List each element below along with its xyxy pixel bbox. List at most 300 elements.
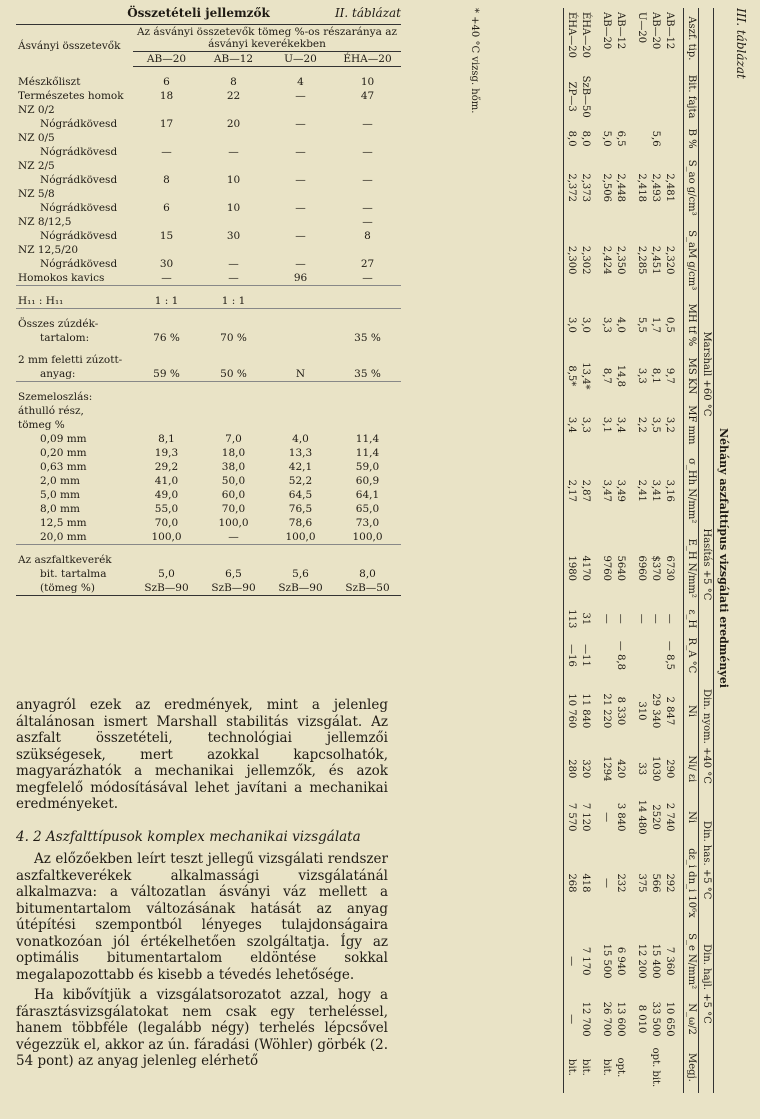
section-heading: 4. 2 Aszfalttípusok komplex mechanikai vizsgálata: [16, 828, 361, 845]
cell-value: 10: [226, 202, 241, 214]
cell-value: 6 940: [615, 946, 626, 976]
row-label: 0,09 mm: [40, 433, 87, 445]
row-label: (tömeg %): [16, 581, 133, 596]
cell-value: 7,0: [225, 433, 242, 445]
col-header: ε_H: [684, 605, 699, 632]
cell-value: ZP—3: [564, 69, 579, 125]
cell-value: 2,373: [580, 173, 591, 203]
col-header: S_aM g/cm³: [684, 223, 699, 298]
col-header: B %: [684, 125, 699, 153]
cell-value: 3 840: [615, 802, 626, 832]
cell-value: 3,41: [650, 479, 661, 502]
table-row: [16, 294, 401, 309]
table-row: [16, 418, 401, 432]
cell-value: [662, 1042, 684, 1093]
cell-value: [133, 103, 200, 117]
cell-value: 310: [636, 701, 647, 721]
cell-value: [634, 69, 648, 125]
cell-value: 29,2: [154, 461, 179, 473]
col-header: Bit. fajta: [684, 69, 699, 125]
cell-value: 6,5: [615, 130, 626, 147]
cell-empty: [200, 353, 267, 367]
cell-value: [334, 131, 401, 145]
cell-value: 38,0: [221, 461, 246, 473]
group-header: Din. nyom. +40 °C: [699, 679, 714, 795]
cell-value: 10 760: [564, 679, 579, 744]
cell-value: [267, 294, 334, 309]
cell-value: 0,5: [664, 316, 675, 333]
cell-value: 73,0: [355, 517, 380, 529]
cell-value: AB—20: [650, 12, 661, 50]
cell-value: SzB—90: [200, 581, 267, 596]
col-header: N_ω/2: [684, 996, 699, 1042]
cell-value: 5,5: [636, 316, 647, 333]
cell-value: 10 650: [664, 1001, 675, 1037]
cell-value: 4,0: [292, 433, 309, 445]
cell-empty: [200, 418, 267, 432]
table-2: [16, 24, 401, 596]
cell-value: 9,7: [664, 367, 675, 384]
table-row: [16, 215, 401, 229]
cell-value: opt.: [615, 1057, 626, 1078]
cell-value: U—20: [636, 12, 647, 44]
row-label: 2 mm feletti zúzott-: [18, 354, 123, 366]
cell-value: $370: [650, 555, 661, 581]
cell-empty: [267, 317, 334, 331]
cell-value: 8,1: [158, 433, 175, 445]
cell-value: [200, 187, 267, 201]
cell-value: —: [564, 926, 579, 996]
table-row: [634, 8, 648, 1093]
cell-value: [200, 131, 267, 145]
cell-empty: [133, 390, 200, 404]
cell-value: 18,0: [221, 447, 246, 459]
table-row: [16, 117, 401, 131]
cell-value: [133, 243, 200, 257]
table-row: [16, 103, 401, 117]
cell-value: 49,0: [154, 489, 179, 501]
table-row: [16, 187, 401, 201]
table-row: [16, 446, 401, 460]
cell-value: [334, 159, 401, 173]
cell-value: 3,4: [615, 416, 626, 433]
cell-value: SzB—50: [580, 75, 591, 118]
cell-value: 2,448: [615, 173, 626, 203]
cell-value: 8,7: [601, 367, 612, 384]
cell-empty: [133, 418, 200, 432]
row-label: 2,0 mm: [40, 475, 80, 487]
cell-value: —: [295, 174, 306, 186]
cell-value: 2,17: [564, 450, 579, 531]
cell-value: 8: [364, 230, 371, 242]
col-header: MH tf %: [684, 298, 699, 352]
cell-value: 35 %: [334, 367, 401, 382]
cell-value: [200, 243, 267, 257]
cell-value: 418: [580, 873, 591, 893]
cell-value: 3,3: [601, 316, 612, 333]
cell-value: 320: [580, 759, 591, 779]
cell-value: 13,3: [288, 447, 313, 459]
row-label: Nógrádkövesd: [40, 202, 118, 214]
cell-value: —16: [564, 632, 579, 678]
cell-value: 3,47: [601, 479, 612, 502]
cell-value: 1,7: [650, 316, 661, 333]
cell-value: 3,0: [580, 316, 591, 333]
group-header: Din. hajl. +5 °C: [699, 926, 714, 1042]
cell-value: bit.: [564, 1042, 579, 1093]
cell-value: 96: [267, 271, 334, 286]
cell-value: 6: [163, 202, 170, 214]
table-row: [16, 488, 401, 502]
cell-value: [267, 103, 334, 117]
cell-value: —: [362, 146, 373, 158]
cell-value: 65,0: [355, 503, 380, 515]
cell-empty: [334, 404, 401, 418]
cell-value: —: [636, 613, 647, 624]
cell-value: 100,0: [218, 517, 249, 529]
cell-value: 5,0: [158, 568, 175, 580]
cell-value: —: [650, 613, 661, 624]
cell-value: —: [295, 258, 306, 270]
row-label: NZ 5/8: [18, 188, 55, 200]
row-label: NZ 0/5: [18, 132, 55, 144]
cell-value: SzB—50: [334, 581, 401, 596]
cell-value: 50 %: [200, 367, 267, 382]
cell-value: 78,6: [288, 517, 313, 529]
cell-value: —: [133, 271, 200, 286]
cell-value: 14 480: [636, 799, 647, 835]
cell-value: 17: [159, 118, 174, 130]
cell-value: 1 : 1: [133, 294, 200, 309]
cell-value: 8 010: [636, 1004, 647, 1034]
cell-value: SzB—90: [267, 581, 334, 596]
cell-value: SzB—90: [133, 581, 200, 596]
table-row: [662, 8, 684, 1093]
table-row: [16, 432, 401, 446]
table-row: [16, 502, 401, 516]
cell-value: [334, 243, 401, 257]
cell-value: 8,1: [650, 367, 661, 384]
cell-value: 4: [297, 76, 304, 88]
table-row: [16, 173, 401, 187]
row-label: Nógrádkövesd: [40, 118, 118, 130]
cell-value: 2,285: [636, 245, 647, 275]
cell-value: —: [564, 996, 579, 1042]
cell-value: — 8,8: [615, 640, 626, 671]
cell-value: 2,350: [615, 245, 626, 275]
table-2-number: II. táblázat: [334, 6, 401, 20]
paragraph: Az előzőekben leírt teszt jellegű vizsgálati rendszer aszfaltkeverékek alkalmassági vizsgálatánál alkalmazva: a változatlan ásványi váz mellett a bitumentartalom változásának hatását az anyag útépítési szempontból lényeges tulajdonságaira vonatkozóan jól értékelhetően szolgáltatja. Így az optimális bitumentartalom eldöntése sokkal megalapozottabb és kisebb a tévedés lehetősége.: [16, 851, 388, 983]
cell-empty: [334, 390, 401, 404]
col-header: S_e N/mm²: [684, 926, 699, 996]
cell-value: bit.: [580, 1059, 591, 1076]
col-header: AB—12: [200, 52, 267, 67]
cell-empty: [200, 317, 267, 331]
row-label: anyag:: [16, 367, 133, 382]
table-row: [16, 353, 401, 367]
cell-value: 70 %: [220, 332, 247, 344]
cell-value: bit.: [601, 1059, 612, 1076]
cell-empty: [267, 353, 334, 367]
cell-value: 8,0: [580, 130, 591, 147]
group-header: Din. has. +5 °C: [699, 794, 714, 926]
table-row: [16, 131, 401, 145]
cell-value: [133, 215, 200, 229]
cell-value: —: [295, 90, 306, 102]
cell-value: 15 500: [601, 943, 612, 979]
cell-value: [634, 1042, 648, 1093]
cell-value: 64,1: [355, 489, 380, 501]
col-header: E_H N/mm²: [684, 531, 699, 605]
group-header: Hasítás +5 °C: [699, 450, 714, 678]
col-header: Ni: [684, 679, 699, 744]
table-row: [16, 271, 401, 286]
table-row: [16, 201, 401, 215]
table-row: [16, 159, 401, 173]
cell-value: 3,49: [615, 479, 626, 502]
cell-value: ÉHA—20: [564, 8, 579, 69]
cell-value: 13,4*: [580, 362, 591, 390]
table-row: [16, 404, 401, 418]
cell-value: —: [362, 118, 373, 130]
cell-value: 268: [564, 840, 579, 926]
table-row: [16, 474, 401, 488]
cell-value: 8: [230, 76, 237, 88]
cell-value: —: [362, 202, 373, 214]
body-text: [16, 697, 388, 1070]
cell-value: —: [161, 146, 172, 158]
row-label: 20,0 mm: [16, 530, 133, 545]
cell-value: 2,451: [650, 245, 661, 275]
col-header: dε_i dn_i 10⁶x: [684, 840, 699, 926]
table-row: [16, 229, 401, 243]
row-label: tömeg %: [18, 419, 65, 431]
cell-value: 2,506: [601, 173, 612, 203]
cell-value: [334, 294, 401, 309]
cell-value: 6730: [664, 555, 675, 581]
table-row: [564, 8, 579, 1093]
table-row: [16, 553, 401, 567]
cell-value: —: [228, 146, 239, 158]
cell-value: 59,0: [355, 461, 380, 473]
table-row: [16, 367, 401, 382]
cell-value: 1980: [564, 531, 579, 605]
col-header: σ_Hh N/mm²: [684, 450, 699, 531]
cell-empty: [200, 404, 267, 418]
cell-value: [648, 69, 662, 125]
table-2-head-group: Az ásványi összetevők tömeg %-os részaránya az ásványi keverékekben: [133, 25, 401, 52]
cell-value: 11,4: [355, 447, 380, 459]
table-row: [613, 8, 634, 1093]
cell-value: 3,0: [564, 298, 579, 352]
cell-value: ÉHA—20: [580, 12, 591, 58]
row-label: NZ 2/5: [18, 160, 55, 172]
cell-value: —: [601, 877, 612, 888]
cell-value: [267, 159, 334, 173]
cell-value: [613, 69, 634, 125]
cell-value: 59 %: [133, 367, 200, 382]
cell-value: AB—12: [664, 12, 675, 50]
cell-value: 2,493: [650, 173, 661, 203]
cell-value: [334, 187, 401, 201]
cell-empty: [133, 317, 200, 331]
row-label: Nógrádkövesd: [40, 258, 118, 270]
table-row: [16, 257, 401, 271]
table-3-footnote: * +40 °C vizsg. hőm.: [469, 8, 480, 114]
cell-value: —: [200, 271, 267, 286]
cell-value: [267, 243, 334, 257]
cell-value: 2,300: [564, 223, 579, 298]
table-row: [648, 8, 662, 1093]
cell-value: 76,5: [288, 503, 313, 515]
row-label: Homokos kavics: [16, 271, 133, 286]
table-row: [16, 390, 401, 404]
cell-value: 5,6: [650, 130, 661, 147]
cell-empty: [267, 404, 334, 418]
cell-value: 35 %: [354, 332, 381, 344]
group-header: Marshall +60 °C: [699, 298, 714, 451]
col-header: S_ao g/cm³: [684, 153, 699, 223]
cell-value: [200, 159, 267, 173]
cell-value: 5640: [615, 555, 626, 581]
cell-value: [634, 632, 648, 678]
cell-value: 11,4: [355, 433, 380, 445]
cell-value: [334, 103, 401, 117]
cell-value: 2,87: [580, 479, 591, 502]
row-label: Szemeloszlás:: [18, 391, 93, 403]
row-label: 5,0 mm: [40, 489, 80, 501]
cell-value: 5,6: [292, 568, 309, 580]
col-header: U—20: [267, 52, 334, 67]
cell-value: 566: [650, 873, 661, 893]
cell-value: N: [267, 367, 334, 382]
table-row: [16, 516, 401, 530]
cell-value: 70,0: [154, 517, 179, 529]
cell-value: 30: [159, 258, 174, 270]
cell-value: 15: [159, 230, 174, 242]
cell-value: 6960: [636, 555, 647, 581]
cell-value: 2,418: [636, 173, 647, 203]
cell-value: 52,2: [288, 475, 313, 487]
cell-value: 2,41: [636, 479, 647, 502]
cell-value: 2,320: [664, 245, 675, 275]
table-row: [16, 460, 401, 474]
cell-value: 2,302: [580, 245, 591, 275]
table-row: [16, 331, 401, 345]
row-label: Természetes homok: [18, 90, 124, 102]
cell-value: 2,424: [601, 245, 612, 275]
table-row: [16, 145, 401, 159]
cell-value: 2 740: [664, 802, 675, 832]
cell-value: [267, 215, 334, 229]
cell-value: —: [664, 613, 675, 624]
col-header: AB—20: [133, 52, 200, 67]
cell-value: 18: [159, 90, 174, 102]
col-header: MF mm: [684, 400, 699, 451]
cell-value: 3,2: [664, 416, 675, 433]
cell-value: 3,4: [564, 400, 579, 451]
cell-value: 8,5*: [564, 352, 579, 399]
cell-value: —: [615, 613, 626, 624]
cell-value: 4170: [580, 555, 591, 581]
cell-value: 9760: [601, 555, 612, 581]
cell-empty: [334, 418, 401, 432]
cell-value: 7 170: [580, 946, 591, 976]
cell-value: 76 %: [153, 332, 180, 344]
cell-value: [200, 103, 267, 117]
row-label: Nógrádkövesd: [40, 230, 118, 242]
cell-value: 47: [360, 90, 375, 102]
cell-value: 8: [163, 174, 170, 186]
cell-value: 11 840: [580, 693, 591, 729]
cell-empty: [267, 553, 334, 567]
table-3: [563, 8, 714, 1093]
table-row: [16, 567, 401, 581]
cell-value: 42,1: [288, 461, 313, 473]
cell-value: 60,9: [355, 475, 380, 487]
cell-value: 33: [636, 762, 647, 776]
table-row: [599, 8, 613, 1093]
paragraph: anyagról ezek az eredmények, mint a jelenleg általánosan ismert Marshall stabilitás vizsgálat. Az aszfalt összetételi, technológiai jellemzői szükségesek, mert azokkal kapcsolhatók, magyarázhatók a mechanikai jellemzők, és azok megfelelő módosításával lehet javítani a mechanikai eredményeket.: [16, 697, 388, 812]
cell-value: 8 330: [615, 696, 626, 726]
cell-value: —: [295, 230, 306, 242]
cell-value: [662, 69, 684, 125]
cell-value: [133, 159, 200, 173]
cell-empty: [267, 418, 334, 432]
cell-value: —: [295, 146, 306, 158]
cell-value: 292: [664, 873, 675, 893]
cell-value: [662, 125, 684, 153]
cell-value: 232: [615, 873, 626, 893]
cell-value: opt. bit.: [650, 1047, 661, 1088]
cell-empty: [133, 353, 200, 367]
cell-value: —: [200, 530, 267, 545]
cell-value: 6: [163, 76, 170, 88]
cell-empty: [334, 553, 401, 567]
cell-value: [599, 69, 613, 125]
cell-value: 33 500: [650, 1001, 661, 1037]
cell-empty: [133, 404, 200, 418]
table-row: [578, 8, 599, 1093]
cell-value: 420: [615, 759, 626, 779]
cell-value: 113: [564, 605, 579, 632]
col-header: Aszf. tip.: [684, 8, 699, 69]
cell-value: —: [228, 258, 239, 270]
cell-value: 3,1: [601, 416, 612, 433]
cell-value: 3,5: [650, 416, 661, 433]
cell-value: 41,0: [154, 475, 179, 487]
col-header: Megj.: [684, 1042, 699, 1093]
table-3-title: Néhány aszfalttípus vizsgálati eredményei: [717, 428, 730, 688]
cell-value: AB—20: [601, 12, 612, 50]
cell-value: 10: [226, 174, 241, 186]
cell-value: 14,8: [615, 364, 626, 387]
cell-value: 100,0: [334, 530, 401, 545]
cell-value: —: [295, 118, 306, 130]
cell-value: —11: [580, 644, 591, 667]
cell-value: —: [601, 812, 612, 823]
row-label: NZ 8/12,5: [18, 216, 72, 228]
row-label: Mészkőliszt: [18, 76, 81, 88]
cell-value: 21 220: [601, 693, 612, 729]
cell-value: 50,0: [221, 475, 246, 487]
table-row: [16, 243, 401, 257]
cell-value: 7 360: [664, 946, 675, 976]
row-label: áthulló rész,: [18, 405, 84, 417]
cell-value: 1294: [601, 756, 612, 782]
cell-value: 60,0: [221, 489, 246, 501]
table-row: [16, 89, 401, 103]
